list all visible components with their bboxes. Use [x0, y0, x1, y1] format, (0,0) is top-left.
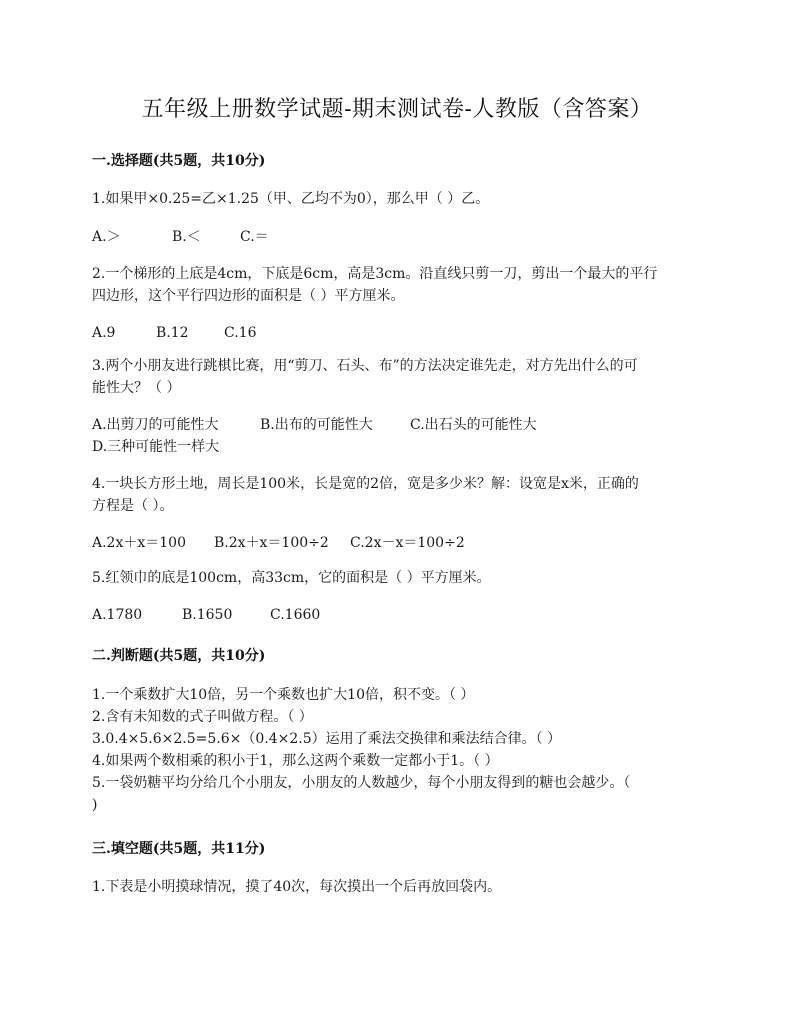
question-2-line-1: 2.一个梯形的上底是4cm，下底是6cm，高是3cm。沿直线只剪一刀，剪出一个最大的平行 [92, 266, 658, 282]
option-c: C.出石头的可能性大 [410, 417, 537, 433]
question-5-text: 5.红领巾的底是100cm，高33cm，它的面积是（ ）平方厘米。 [92, 570, 491, 586]
section-heading-fill: 三.填空题(共5题，共11分) [92, 841, 266, 857]
question-3-line-2: 能性大？（ ） [92, 380, 181, 396]
option-b: B.出布的可能性大 [260, 417, 373, 433]
question-1-text: 1.如果甲×0.25=乙×1.25（甲、乙均不为0），那么甲（ ）乙。 [92, 191, 490, 207]
page-title: 五年级上册数学试题-期末测试卷-人教版（含答案） [141, 97, 653, 122]
judgement-item-2: 2.含有未知数的式子叫做方程。（ ） [92, 709, 313, 725]
judgement-item-3: 3.0.4×5.6×2.5=5.6×（0.4×2.5）运用了乘法交换律和乘法结合律。（ ） [92, 731, 562, 747]
option-b: B.1650 [182, 607, 233, 623]
question-3-options-row-2 [92, 436, 219, 458]
option-a: A.9 [92, 325, 116, 341]
judgement-item-4: 4.如果两个数相乘的积小于1，那么这两个乘数一定都小于1。（ ） [92, 753, 499, 769]
option-a: A.出剪刀的可能性大 [92, 417, 219, 433]
question-4-line-2: 方程是（ ）。 [92, 498, 174, 514]
option-b: B.12 [156, 325, 189, 341]
question-3-line-1: 3.两个小朋友进行跳棋比赛，用“剪刀、石头、布”的方法决定谁先走，对方先出什么的可 [92, 358, 638, 374]
option-a: A.1780 [92, 607, 143, 623]
judgement-item-5-continued: ) [92, 797, 98, 813]
question-3-options-row-1 [92, 414, 537, 436]
option-d: D.三种可能性一样大 [92, 439, 220, 455]
judgement-item-1: 1.一个乘数扩大10倍，另一个乘数也扩大10倍，积不变。（ ） [92, 687, 475, 703]
option-c: C.＝ [240, 229, 269, 245]
question-2-options [92, 322, 256, 344]
fill-question-1: 1.下表是小明摸球情况，摸了40次，每次摸出一个后再放回袋内。 [92, 879, 502, 895]
judgement-item-5: 5.一袋奶糖平均分给几个小朋友，小朋友的人数越少，每个小朋友得到的糖也会越少。（ [92, 775, 631, 791]
option-c: C.1660 [270, 607, 321, 623]
option-c: C.2x－x＝100÷2 [350, 535, 465, 551]
section-heading-judgement: 二.判断题(共5题，共10分) [92, 648, 266, 664]
option-a: A.＞ [92, 229, 121, 245]
question-4-line-1: 4.一块长方形土地，周长是100米，长是宽的2倍，宽是多少米？解：设宽是x米，正确的 [92, 476, 639, 492]
option-b: B.＜ [172, 229, 201, 245]
section-heading-choice: 一.选择题(共5题，共10分) [92, 153, 266, 169]
option-b: B.2x＋x＝100÷2 [214, 535, 329, 551]
option-c: C.16 [224, 325, 257, 341]
option-a: A.2x＋x＝100 [92, 535, 186, 551]
question-4-options [92, 532, 465, 554]
question-5-options [92, 604, 320, 626]
question-2-line-2: 四边形，这个平行四边形的面积是（ ）平方厘米。 [92, 288, 405, 304]
question-1-options [92, 226, 269, 248]
